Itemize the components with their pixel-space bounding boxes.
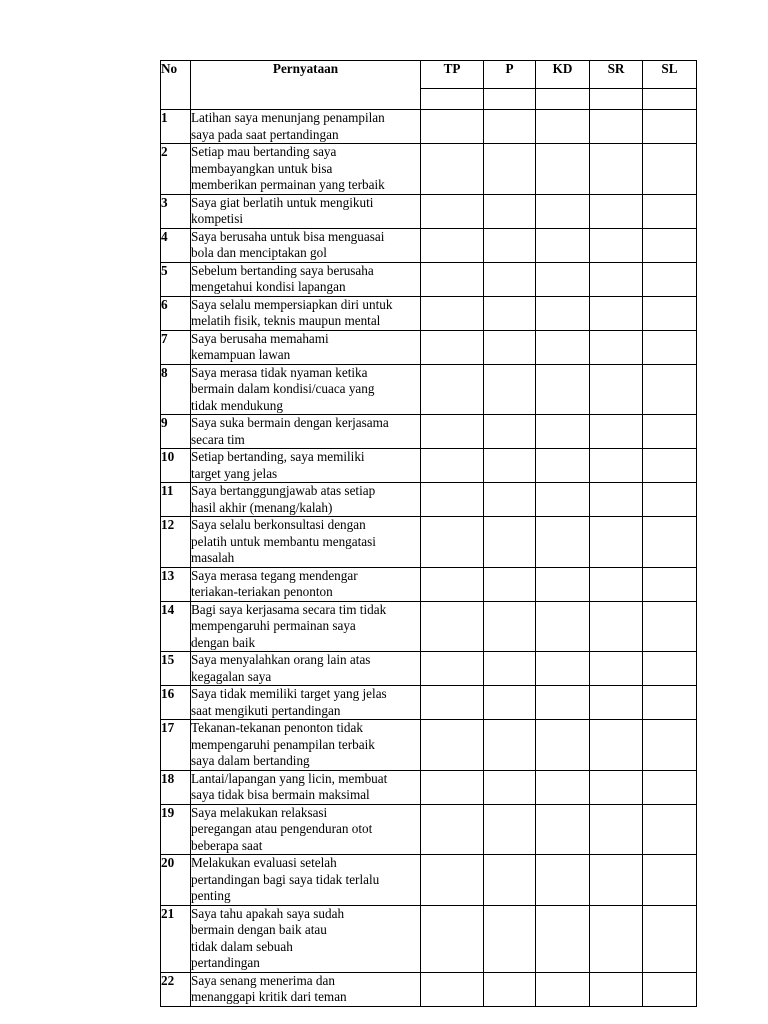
answer-cell[interactable] xyxy=(484,262,536,296)
answer-cell[interactable] xyxy=(590,364,643,415)
answer-cell[interactable] xyxy=(536,686,590,720)
statement-line: bermain dengan baik atau xyxy=(191,922,327,937)
statement-cell xyxy=(191,804,421,855)
statement-cell xyxy=(191,770,421,804)
answer-cell[interactable] xyxy=(536,449,590,483)
answer-cell[interactable] xyxy=(484,905,536,972)
answer-cell[interactable] xyxy=(590,855,643,906)
table-row xyxy=(161,228,697,262)
answer-cell[interactable] xyxy=(590,194,643,228)
statement-cell xyxy=(191,517,421,568)
statement-cell xyxy=(191,228,421,262)
row-number: 9 xyxy=(161,415,191,449)
answer-cell[interactable] xyxy=(484,228,536,262)
answer-cell[interactable] xyxy=(536,89,590,110)
statement-cell xyxy=(191,296,421,330)
questionnaire-table xyxy=(160,60,697,1007)
row-number: 7 xyxy=(161,330,191,364)
answer-cell[interactable] xyxy=(643,905,697,972)
statement-cell xyxy=(191,262,421,296)
answer-cell[interactable] xyxy=(590,89,643,110)
answer-cell[interactable] xyxy=(484,770,536,804)
answer-cell[interactable] xyxy=(643,517,697,568)
answer-cell[interactable] xyxy=(643,720,697,771)
statement-line: Saya melakukan relaksasi xyxy=(191,804,328,820)
statement-line: masalah xyxy=(191,550,235,565)
answer-cell[interactable] xyxy=(536,364,590,415)
answer-cell[interactable] xyxy=(590,720,643,771)
statement-line: beberapa saat xyxy=(191,837,263,853)
answer-cell[interactable] xyxy=(590,652,643,686)
answer-cell[interactable] xyxy=(421,905,484,972)
row-number: 4 xyxy=(161,228,191,262)
table-row xyxy=(161,262,697,296)
table-row xyxy=(161,905,697,972)
answer-cell[interactable] xyxy=(643,972,697,1006)
table-row xyxy=(161,686,697,720)
statement-line: Saya berusaha memahami xyxy=(191,330,329,346)
answer-cell[interactable] xyxy=(643,262,697,296)
row-number: 2 xyxy=(161,144,191,195)
answer-cell[interactable] xyxy=(536,770,590,804)
row-number: 6 xyxy=(161,296,191,330)
statement-line: Saya tahu apakah saya sudah xyxy=(191,905,345,921)
statement-line: bola dan menciptakan gol xyxy=(191,245,327,260)
statement-cell xyxy=(191,686,421,720)
answer-cell[interactable] xyxy=(421,770,484,804)
answer-cell[interactable] xyxy=(536,194,590,228)
table-row xyxy=(161,483,697,517)
row-number: 14 xyxy=(161,601,191,652)
answer-cell[interactable] xyxy=(484,804,536,855)
statement-line: saat mengikuti pertandingan xyxy=(191,702,341,718)
statement-line: pertandingan xyxy=(191,955,260,970)
column-header-sl: SL xyxy=(643,61,697,89)
answer-cell[interactable] xyxy=(484,449,536,483)
statement-line: kegagalan saya xyxy=(191,668,272,684)
answer-cell[interactable] xyxy=(421,364,484,415)
statement-line: Lantai/lapangan yang licin, membuat xyxy=(191,770,388,786)
table-row xyxy=(161,567,697,601)
statement-line: Saya selalu mempersiapkan diri untuk xyxy=(191,296,393,312)
answer-cell[interactable] xyxy=(421,804,484,855)
statement-cell xyxy=(191,330,421,364)
statement-line: secara tim xyxy=(191,431,245,447)
table-row xyxy=(161,364,697,415)
statement-line: Melakukan evaluasi setelah xyxy=(191,855,337,870)
column-header-statement: Pernyataan xyxy=(191,61,421,110)
answer-cell[interactable] xyxy=(421,262,484,296)
table-row xyxy=(161,144,697,195)
table-row xyxy=(161,194,697,228)
statement-line: pertandingan bagi saya tidak terlalu xyxy=(191,871,380,887)
column-header-tp: TP xyxy=(421,61,484,89)
column-header-kd: KD xyxy=(536,61,590,89)
answer-cell[interactable] xyxy=(643,144,697,195)
statement-cell xyxy=(191,855,421,906)
statement-line: mempengaruhi permainan saya xyxy=(191,618,356,633)
row-number: 15 xyxy=(161,652,191,686)
statement-line: Latihan saya menunjang penampilan xyxy=(191,110,385,125)
answer-cell[interactable] xyxy=(590,905,643,972)
table-header xyxy=(161,61,697,110)
answer-cell[interactable] xyxy=(590,110,643,144)
statement-line: saya tidak bisa bermain maksimal xyxy=(191,787,370,802)
answer-cell[interactable] xyxy=(484,567,536,601)
answer-cell[interactable] xyxy=(484,144,536,195)
answer-cell[interactable] xyxy=(484,364,536,415)
statement-line: Saya suka bermain dengan kerjasama xyxy=(191,415,389,430)
answer-cell[interactable] xyxy=(536,415,590,449)
answer-cell[interactable] xyxy=(643,601,697,652)
answer-cell[interactable] xyxy=(590,449,643,483)
answer-cell[interactable] xyxy=(536,905,590,972)
statement-line: Saya giat berlatih untuk mengikuti xyxy=(191,194,374,210)
answer-cell[interactable] xyxy=(590,296,643,330)
table-row xyxy=(161,972,697,1006)
table-row xyxy=(161,330,697,364)
answer-cell[interactable] xyxy=(536,483,590,517)
row-number: 5 xyxy=(161,262,191,296)
table-row xyxy=(161,449,697,483)
statement-line: Sebelum bertanding saya berusaha xyxy=(191,262,374,278)
answer-cell[interactable] xyxy=(421,720,484,771)
row-number: 16 xyxy=(161,686,191,720)
row-number: 18 xyxy=(161,770,191,804)
statement-cell xyxy=(191,449,421,483)
statement-cell xyxy=(191,364,421,415)
statement-line: Saya senang menerima dan xyxy=(191,972,335,988)
answer-cell[interactable] xyxy=(643,110,697,144)
statement-line: Bagi saya kerjasama secara tim tidak xyxy=(191,601,387,617)
statement-line: Saya menyalahkan orang lain atas xyxy=(191,652,371,667)
statement-line: Tekanan-tekanan penonton tidak xyxy=(191,720,363,735)
answer-cell[interactable] xyxy=(421,228,484,262)
answer-cell[interactable] xyxy=(643,483,697,517)
statement-line: saya dalam bertanding xyxy=(191,753,310,768)
answer-cell[interactable] xyxy=(484,483,536,517)
answer-cell[interactable] xyxy=(536,972,590,1006)
answer-cell[interactable] xyxy=(421,686,484,720)
answer-cell[interactable] xyxy=(421,601,484,652)
answer-cell[interactable] xyxy=(484,517,536,568)
table-row xyxy=(161,110,697,144)
statement-cell xyxy=(191,720,421,771)
answer-cell[interactable] xyxy=(643,194,697,228)
statement-cell xyxy=(191,567,421,601)
answer-cell[interactable] xyxy=(590,144,643,195)
table-row xyxy=(161,601,697,652)
row-number: 13 xyxy=(161,567,191,601)
row-number: 8 xyxy=(161,364,191,415)
answer-cell[interactable] xyxy=(536,517,590,568)
row-number: 3 xyxy=(161,194,191,228)
header-row xyxy=(161,61,697,89)
table-row xyxy=(161,517,697,568)
statement-line: tidak mendukung xyxy=(191,397,283,413)
answer-cell[interactable] xyxy=(536,330,590,364)
answer-cell[interactable] xyxy=(590,567,643,601)
answer-cell[interactable] xyxy=(536,144,590,195)
answer-cell[interactable] xyxy=(421,110,484,144)
answer-cell[interactable] xyxy=(484,415,536,449)
row-number: 17 xyxy=(161,720,191,771)
statement-line: Saya tidak memiliki target yang jelas xyxy=(191,686,387,701)
answer-cell[interactable] xyxy=(536,720,590,771)
table-body xyxy=(161,110,697,1007)
statement-cell xyxy=(191,905,421,972)
answer-cell[interactable] xyxy=(484,601,536,652)
answer-cell[interactable] xyxy=(643,449,697,483)
table-row xyxy=(161,652,697,686)
statement-line: Setiap mau bertanding saya xyxy=(191,144,337,159)
answer-cell[interactable] xyxy=(484,296,536,330)
row-number: 22 xyxy=(161,972,191,1006)
statement-line: kemampuan lawan xyxy=(191,347,291,362)
answer-cell[interactable] xyxy=(421,330,484,364)
statement-cell xyxy=(191,194,421,228)
answer-cell[interactable] xyxy=(643,228,697,262)
statement-line: teriakan-teriakan penonton xyxy=(191,584,333,599)
statement-line: Saya merasa tegang mendengar xyxy=(191,567,358,583)
answer-cell[interactable] xyxy=(643,804,697,855)
row-number: 12 xyxy=(161,517,191,568)
answer-cell[interactable] xyxy=(590,517,643,568)
statement-line: Saya bertanggungjawab atas setiap xyxy=(191,483,376,498)
statement-line: dengan baik xyxy=(191,634,256,650)
answer-cell[interactable] xyxy=(421,296,484,330)
table-row xyxy=(161,804,697,855)
column-header-no: No xyxy=(161,61,191,110)
statement-line: Saya selalu berkonsultasi dengan xyxy=(191,517,366,532)
statement-line: pelatih untuk membantu mengatasi xyxy=(191,533,376,549)
answer-cell[interactable] xyxy=(536,110,590,144)
row-number: 20 xyxy=(161,855,191,906)
answer-cell[interactable] xyxy=(421,415,484,449)
row-number: 21 xyxy=(161,905,191,972)
answer-cell[interactable] xyxy=(484,972,536,1006)
answer-cell[interactable] xyxy=(421,567,484,601)
answer-cell[interactable] xyxy=(643,567,697,601)
statement-line: Saya berusaha untuk bisa menguasai xyxy=(191,228,385,244)
answer-cell[interactable] xyxy=(590,804,643,855)
statement-line: melatih fisik, teknis maupun mental xyxy=(191,313,381,328)
statement-cell xyxy=(191,652,421,686)
table-row xyxy=(161,720,697,771)
answer-cell[interactable] xyxy=(590,228,643,262)
answer-cell[interactable] xyxy=(536,262,590,296)
statement-line: penting xyxy=(191,888,231,903)
answer-cell[interactable] xyxy=(536,601,590,652)
answer-cell[interactable] xyxy=(536,804,590,855)
statement-line: tidak dalam sebuah xyxy=(191,938,293,954)
answer-cell[interactable] xyxy=(590,415,643,449)
row-number: 1 xyxy=(161,110,191,144)
statement-line: bermain dalam kondisi/cuaca yang xyxy=(191,381,375,396)
statement-line: peregangan atau pengenduran otot xyxy=(191,821,373,836)
statement-line: target yang jelas xyxy=(191,465,278,481)
statement-cell xyxy=(191,110,421,144)
answer-cell[interactable] xyxy=(590,972,643,1006)
statement-line: Saya merasa tidak nyaman ketika xyxy=(191,364,368,380)
answer-cell[interactable] xyxy=(536,567,590,601)
answer-cell[interactable] xyxy=(536,652,590,686)
answer-cell[interactable] xyxy=(643,415,697,449)
answer-cell[interactable] xyxy=(643,330,697,364)
answer-cell[interactable] xyxy=(421,194,484,228)
answer-cell[interactable] xyxy=(536,296,590,330)
answer-cell[interactable] xyxy=(484,110,536,144)
answer-cell[interactable] xyxy=(421,89,484,110)
answer-cell[interactable] xyxy=(484,652,536,686)
statement-line: Setiap bertanding, saya memiliki xyxy=(191,449,365,464)
answer-cell[interactable] xyxy=(590,330,643,364)
statement-line: saya pada saat pertandingan xyxy=(191,126,339,142)
statement-line: mengetahui kondisi lapangan xyxy=(191,279,346,294)
row-number: 10 xyxy=(161,449,191,483)
statement-cell xyxy=(191,972,421,1006)
answer-cell[interactable] xyxy=(421,855,484,906)
answer-cell[interactable] xyxy=(421,449,484,483)
answer-cell[interactable] xyxy=(484,686,536,720)
statement-line: menanggapi kritik dari teman xyxy=(191,989,347,1004)
row-number: 11 xyxy=(161,483,191,517)
answer-cell[interactable] xyxy=(484,855,536,906)
answer-cell[interactable] xyxy=(643,364,697,415)
statement-line: memberikan permainan yang terbaik xyxy=(191,177,385,192)
answer-cell[interactable] xyxy=(421,483,484,517)
statement-line: mempengaruhi penampilan terbaik xyxy=(191,736,375,752)
answer-cell[interactable] xyxy=(643,652,697,686)
answer-cell[interactable] xyxy=(536,855,590,906)
answer-cell[interactable] xyxy=(643,89,697,110)
statement-cell xyxy=(191,415,421,449)
column-header-sr: SR xyxy=(590,61,643,89)
table-row xyxy=(161,770,697,804)
statement-cell xyxy=(191,483,421,517)
answer-cell[interactable] xyxy=(484,194,536,228)
answer-cell[interactable] xyxy=(643,686,697,720)
column-header-p: P xyxy=(484,61,536,89)
answer-cell[interactable] xyxy=(421,972,484,1006)
table-row xyxy=(161,415,697,449)
table-row xyxy=(161,855,697,906)
answer-cell[interactable] xyxy=(643,770,697,804)
statement-line: kompetisi xyxy=(191,211,244,226)
answer-cell[interactable] xyxy=(421,144,484,195)
statement-line: hasil akhir (menang/kalah) xyxy=(191,499,333,515)
answer-cell[interactable] xyxy=(421,517,484,568)
answer-cell[interactable] xyxy=(484,330,536,364)
answer-cell[interactable] xyxy=(590,770,643,804)
answer-cell[interactable] xyxy=(484,89,536,110)
answer-cell[interactable] xyxy=(536,228,590,262)
answer-cell[interactable] xyxy=(643,855,697,906)
statement-cell xyxy=(191,601,421,652)
answer-cell[interactable] xyxy=(590,262,643,296)
answer-cell[interactable] xyxy=(484,720,536,771)
answer-cell[interactable] xyxy=(590,686,643,720)
answer-cell[interactable] xyxy=(590,483,643,517)
row-number: 19 xyxy=(161,804,191,855)
answer-cell[interactable] xyxy=(590,601,643,652)
answer-cell[interactable] xyxy=(643,296,697,330)
statement-cell xyxy=(191,144,421,195)
table-row xyxy=(161,296,697,330)
answer-cell[interactable] xyxy=(421,652,484,686)
statement-line: membayangkan untuk bisa xyxy=(191,160,333,176)
